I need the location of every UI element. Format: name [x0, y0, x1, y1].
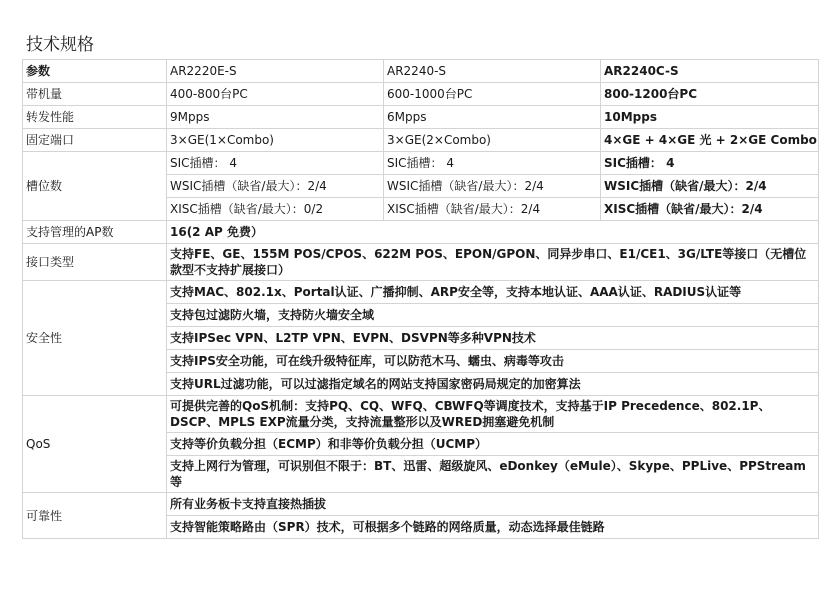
- table-cell: 10Mpps: [601, 106, 819, 129]
- table-cell: WSIC插槽（缺省/最大）：2/4: [601, 175, 819, 198]
- table-row: [23, 60, 819, 83]
- model-ar2240c-header: AR2240C-S: [601, 60, 819, 83]
- table-cell: 支持等价负载分担（ECMP）和非等价负载分担（UCMP）: [167, 433, 819, 456]
- row-label: 槽位数: [23, 152, 167, 221]
- table-cell: 所有业务板卡支持直接热插拔: [167, 493, 819, 516]
- table-cell: 支持智能策略路由（SPR）技术，可根据多个链路的网络质量，动态选择最佳链路: [167, 516, 819, 539]
- table-cell: 600-1000台PC: [384, 83, 601, 106]
- table-cell: 16(2 AP 免费）: [167, 221, 819, 244]
- table-row: [23, 129, 819, 152]
- table-cell: 支持IPS安全功能，可在线升级特征库，可以防范木马、蠕虫、病毒等攻击: [167, 350, 819, 373]
- table-cell: 3×GE(1×Combo): [167, 129, 384, 152]
- table-cell: 支持FE、GE、155M POS/CPOS、622M POS、EPON/GPON、同异步串口、E1/CE1、3G/LTE等接口（无槽位款型不支持扩展接口）: [167, 244, 819, 281]
- table-row: [23, 106, 819, 129]
- table-cell: 可提供完善的QoS机制：支持PQ、CQ、WFQ、CBWFQ等调度技术，支持基于IP Precedence、802.1P、DSCP、MPLS EXP流量分类，支持流量整形以及WRED拥塞避免机制: [167, 396, 819, 433]
- table-cell: SIC插槽： 4: [167, 152, 384, 175]
- table-cell: 3×GE(2×Combo): [384, 129, 601, 152]
- table-cell: 支持上网行为管理，可识别但不限于：BT、迅雷、超级旋风、eDonkey（eMule）、Skype、PPLive、PPStream等: [167, 456, 819, 493]
- row-label: 固定端口: [23, 129, 167, 152]
- row-label: 安全性: [23, 281, 167, 396]
- table-cell: 支持IPSec VPN、L2TP VPN、EVPN、DSVPN等多种VPN技术: [167, 327, 819, 350]
- row-label: 转发性能: [23, 106, 167, 129]
- table-cell: 支持包过滤防火墙，支持防火墙安全域: [167, 304, 819, 327]
- table-cell: 9Mpps: [167, 106, 384, 129]
- page-title: 技术规格: [26, 35, 94, 55]
- table-cell: XISC插槽（缺省/最大）：0/2: [167, 198, 384, 221]
- row-label: 接口类型: [23, 244, 167, 281]
- row-label: 支持管理的AP数: [23, 221, 167, 244]
- table-cell: XISC插槽（缺省/最大）：2/4: [384, 198, 601, 221]
- table-cell: 6Mpps: [384, 106, 601, 129]
- table-row: [23, 83, 819, 106]
- table-cell: 支持URL过滤功能，可以过滤指定域名的网站支持国家密码局规定的加密算法: [167, 373, 819, 396]
- table-cell: 400-800台PC: [167, 83, 384, 106]
- table-cell: WSIC插槽（缺省/最大）：2/4: [167, 175, 384, 198]
- table-row: [23, 244, 819, 281]
- table-row: [23, 152, 819, 175]
- param-header-cell: 参数: [23, 60, 167, 83]
- model-ar2220e-header: AR2220E-S: [167, 60, 384, 83]
- table-cell: 支持MAC、802.1x、Portal认证、广播抑制、ARP安全等，支持本地认证、AAA认证、RADIUS认证等: [167, 281, 819, 304]
- table-cell: SIC插槽： 4: [384, 152, 601, 175]
- table-row: [23, 493, 819, 516]
- spec-table: [22, 59, 819, 539]
- table-row: [23, 396, 819, 433]
- table-row: [23, 221, 819, 244]
- table-cell: 800-1200台PC: [601, 83, 819, 106]
- table-cell: 4×GE + 4×GE 光 + 2×GE Combo: [601, 129, 819, 152]
- row-label: 可靠性: [23, 493, 167, 539]
- table-cell: SIC插槽： 4: [601, 152, 819, 175]
- table-cell: WSIC插槽（缺省/最大）：2/4: [384, 175, 601, 198]
- model-ar2240-header: AR2240-S: [384, 60, 601, 83]
- row-label: 带机量: [23, 83, 167, 106]
- table-cell: XISC插槽（缺省/最大）：2/4: [601, 198, 819, 221]
- row-label: QoS: [23, 396, 167, 493]
- table-row: [23, 281, 819, 304]
